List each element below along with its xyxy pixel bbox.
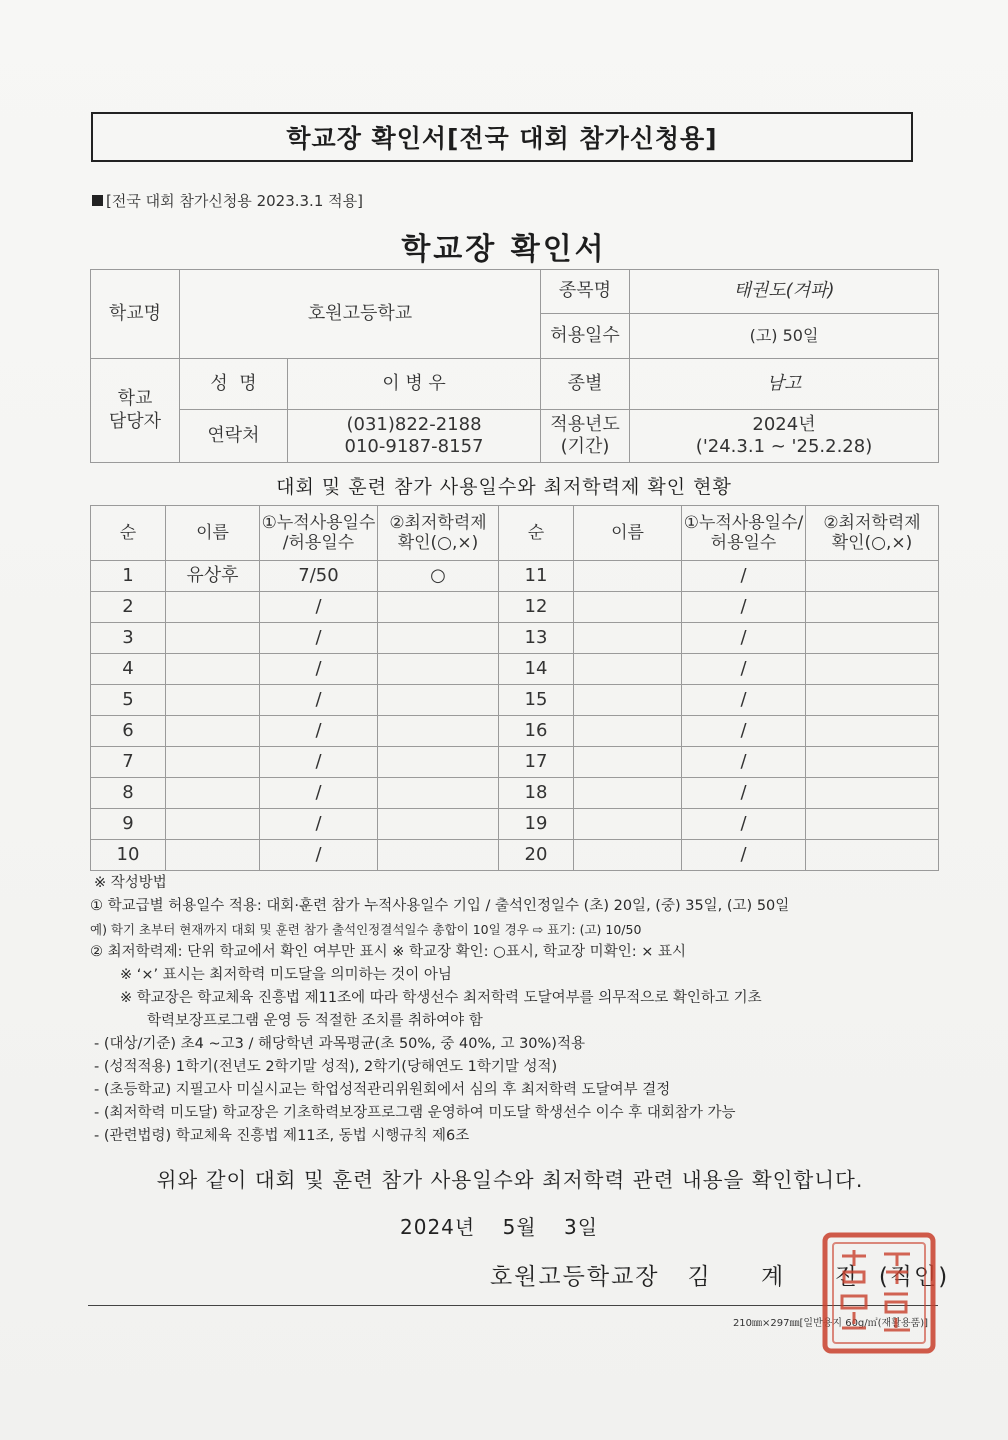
writing-instructions [90, 872, 950, 1148]
table-row [91, 623, 939, 654]
year-label-line1: 적용년도 [550, 413, 620, 435]
row-check [378, 685, 499, 716]
col-days-line1: ①누적사용일수 [261, 512, 376, 533]
row-days-right: / [682, 809, 806, 840]
note-2-a: ※ ‘×’ 표시는 최저학력 미도달을 의미하는 것이 아님 [120, 967, 452, 983]
row-days: / [260, 654, 378, 685]
contact-mobile: 010-9187-8157 [344, 436, 484, 457]
row-no: 6 [91, 716, 166, 747]
col-days-line2: /허용일수 [282, 533, 355, 553]
row-no: 7 [91, 747, 166, 778]
name-value: 이 병 우 [288, 359, 541, 410]
detail-1: - (대상/기준) 초4 ~고3 / 해당학년 과목평균(초 50%, 중 40%, 고 30%)적용 [94, 1036, 585, 1052]
row-days: / [260, 623, 378, 654]
row-name [166, 840, 260, 871]
section-title: 대회 및 훈련 참가 사용일수와 최저학력제 확인 현황 [276, 476, 732, 498]
row-no: 2 [91, 592, 166, 623]
row-check: ○ [378, 561, 499, 592]
row-check-right [806, 654, 939, 685]
year-value: 2024년 [752, 413, 816, 435]
category-value: 남고 [630, 359, 939, 410]
table-row [91, 716, 939, 747]
row-days: / [260, 809, 378, 840]
row-days: / [260, 592, 378, 623]
row-check-right [806, 716, 939, 747]
detail-3: - (초등학교) 지필고사 미실시교는 학업성적관리위원회에서 심의 후 최저학력 도달여부 결정 [94, 1082, 671, 1098]
row-check [378, 716, 499, 747]
note-1: ① 학교급별 허용일수 적용: 대회·훈련 참가 누적사용일수 기입 / 출석인정일수 (초) 20일, (중) 35일, (고) 50일 [90, 898, 790, 914]
row-days-right: / [682, 592, 806, 623]
school-label: 학교명 [91, 270, 180, 359]
row-days-right: / [682, 747, 806, 778]
row-name [166, 778, 260, 809]
table-header-row [91, 506, 939, 561]
table-row [91, 685, 939, 716]
col-name: 이름 [166, 506, 260, 561]
row-check [378, 778, 499, 809]
row-no: 10 [91, 840, 166, 871]
row-check-right [806, 685, 939, 716]
row-days: / [260, 778, 378, 809]
manager-label [91, 359, 180, 463]
row-days: / [260, 747, 378, 778]
signer-title: 호원고등학교장 [490, 1264, 660, 1290]
contact-value [288, 410, 541, 463]
row-no: 3 [91, 623, 166, 654]
row-no-right: 17 [499, 747, 574, 778]
row-days: 7/50 [260, 561, 378, 592]
row-days-right: / [682, 778, 806, 809]
contact-label: 연락처 [180, 410, 288, 463]
col-days-right-line2: 허용일수 [710, 533, 777, 553]
row-days-right: / [682, 654, 806, 685]
category-label: 종별 [541, 359, 630, 410]
col-check-line1: ②최저학력제 [389, 512, 487, 533]
col-days [260, 506, 378, 561]
table-row [91, 561, 939, 592]
manager-label-line1: 학교 [117, 388, 153, 409]
document-title: 학교장 확인서 [401, 232, 607, 267]
row-name-right [574, 561, 682, 592]
row-name [166, 747, 260, 778]
detail-4: - (최저학력 미도달) 학교장은 기초학력보장프로그램 운영하여 미도달 학생선수 이수 후 대회참가 가능 [94, 1105, 736, 1121]
paper-spec: 210㎜×297㎜[일반용지 60g/㎡(재활용품)] [732, 1318, 928, 1329]
row-no: 1 [91, 561, 166, 592]
row-no: 4 [91, 654, 166, 685]
row-check-right [806, 840, 939, 871]
event-value: 태권도(겨파) [630, 270, 939, 314]
row-name-right [574, 654, 682, 685]
notes-heading: ※ 작성방법 [94, 875, 167, 891]
row-days-right: / [682, 840, 806, 871]
row-name-right [574, 623, 682, 654]
row-check [378, 747, 499, 778]
row-check [378, 654, 499, 685]
row-check-right [806, 778, 939, 809]
seal-note: (직인) [878, 1264, 950, 1290]
row-no-right: 20 [499, 840, 574, 871]
table-row [91, 592, 939, 623]
row-days-right: / [682, 623, 806, 654]
row-no-right: 18 [499, 778, 574, 809]
row-no-right: 12 [499, 592, 574, 623]
row-check-right [806, 623, 939, 654]
row-days-right: / [682, 716, 806, 747]
row-no-right: 16 [499, 716, 574, 747]
allowed-days-label: 허용일수 [541, 314, 630, 359]
row-name [166, 623, 260, 654]
row-name-right [574, 747, 682, 778]
contact-phone: (031)822-2188 [346, 413, 482, 435]
name-label: 성 명 [180, 359, 288, 410]
row-no-right: 19 [499, 809, 574, 840]
manager-label-line2: 담당자 [108, 410, 162, 432]
row-name: 유상후 [166, 561, 260, 592]
detail-2: - (성적적용) 1학기(전년도 2학기말 성적), 2학기(당해연도 1학기말 성적) [94, 1059, 558, 1075]
row-days: / [260, 716, 378, 747]
year-label-line2: (기간) [560, 436, 610, 457]
row-no-right: 11 [499, 561, 574, 592]
row-days-right: / [682, 561, 806, 592]
box-title: 학교장 확인서[전국 대회 참가신청용] [91, 112, 913, 162]
col-check [378, 506, 499, 561]
athlete-table [90, 505, 939, 871]
row-no-right: 14 [499, 654, 574, 685]
table-row [91, 840, 939, 871]
col-check-right [806, 506, 939, 561]
form-code [92, 190, 363, 211]
note-1-example: 예) 학기 초부터 현재까지 대회 및 훈련 참가 출석인정결석일수 총합이 10일 경우 ⇨ 표기: (고) 10/50 [90, 922, 642, 937]
row-name-right [574, 592, 682, 623]
row-name [166, 685, 260, 716]
row-no-right: 13 [499, 623, 574, 654]
form-code-text: [전국 대회 참가신청용 2023.3.1 적용] [106, 192, 363, 210]
table-row [91, 654, 939, 685]
note-2-b: ※ 학교장은 학교체육 진흥법 제11조에 따라 학생선수 최저학력 도달여부를 의무적으로 확인하고 기초 [120, 990, 762, 1006]
row-no: 5 [91, 685, 166, 716]
official-seal-icon [822, 1232, 936, 1354]
col-days-right-line1: ①누적사용일수/ [683, 512, 804, 533]
note-2-b-cont: 학력보장프로그램 운영 등 적절한 조치를 취하여야 함 [147, 1013, 483, 1029]
period-value: ('24.3.1 ~ '25.2.28) [695, 436, 873, 457]
col-check-right-line2: 확인(○,×) [831, 533, 913, 553]
table-row [91, 809, 939, 840]
row-no: 9 [91, 809, 166, 840]
row-name [166, 809, 260, 840]
col-name-right: 이름 [574, 506, 682, 561]
allowed-days-value: (고) 50일 [630, 314, 939, 359]
row-check [378, 623, 499, 654]
year-cell [630, 410, 939, 463]
table-row [91, 778, 939, 809]
row-check [378, 809, 499, 840]
col-check-line2: 확인(○,×) [397, 533, 479, 553]
row-check-right [806, 747, 939, 778]
row-name [166, 716, 260, 747]
year-label [541, 410, 630, 463]
col-check-right-line1: ②최저학력제 [823, 512, 921, 533]
row-check-right [806, 809, 939, 840]
col-no-right: 순 [499, 506, 574, 561]
row-no: 8 [91, 778, 166, 809]
row-check-right [806, 561, 939, 592]
row-no-right: 15 [499, 685, 574, 716]
row-name [166, 592, 260, 623]
row-check [378, 840, 499, 871]
confirmation-statement: 위와 같이 대회 및 훈련 참가 사용일수와 최저학력 관련 내용을 확인합니다. [156, 1168, 864, 1192]
square-bullet-icon [92, 195, 103, 206]
row-check [378, 592, 499, 623]
row-days: / [260, 840, 378, 871]
row-days: / [260, 685, 378, 716]
row-name [166, 654, 260, 685]
issue-date: 2024년 5월 3일 [400, 1215, 599, 1239]
col-days-right [682, 506, 806, 561]
row-name-right [574, 778, 682, 809]
table-row [91, 747, 939, 778]
bottom-rule [88, 1305, 938, 1306]
row-check-right [806, 592, 939, 623]
row-name-right [574, 685, 682, 716]
col-no: 순 [91, 506, 166, 561]
detail-5: - (관련법령) 학교체육 진흥법 제11조, 동법 시행규칙 제6조 [94, 1128, 470, 1144]
row-name-right [574, 809, 682, 840]
signer-name: 김 계 진 [687, 1264, 879, 1290]
info-table [90, 269, 939, 463]
school-name: 호원고등학교 [180, 270, 541, 359]
row-name-right [574, 840, 682, 871]
event-label: 종목명 [541, 270, 630, 314]
row-days-right: / [682, 685, 806, 716]
note-2: ② 최저학력제: 단위 학교에서 확인 여부만 표시 ※ 학교장 확인: ○표시, 학교장 미확인: × 표시 [90, 944, 686, 960]
row-name-right [574, 716, 682, 747]
